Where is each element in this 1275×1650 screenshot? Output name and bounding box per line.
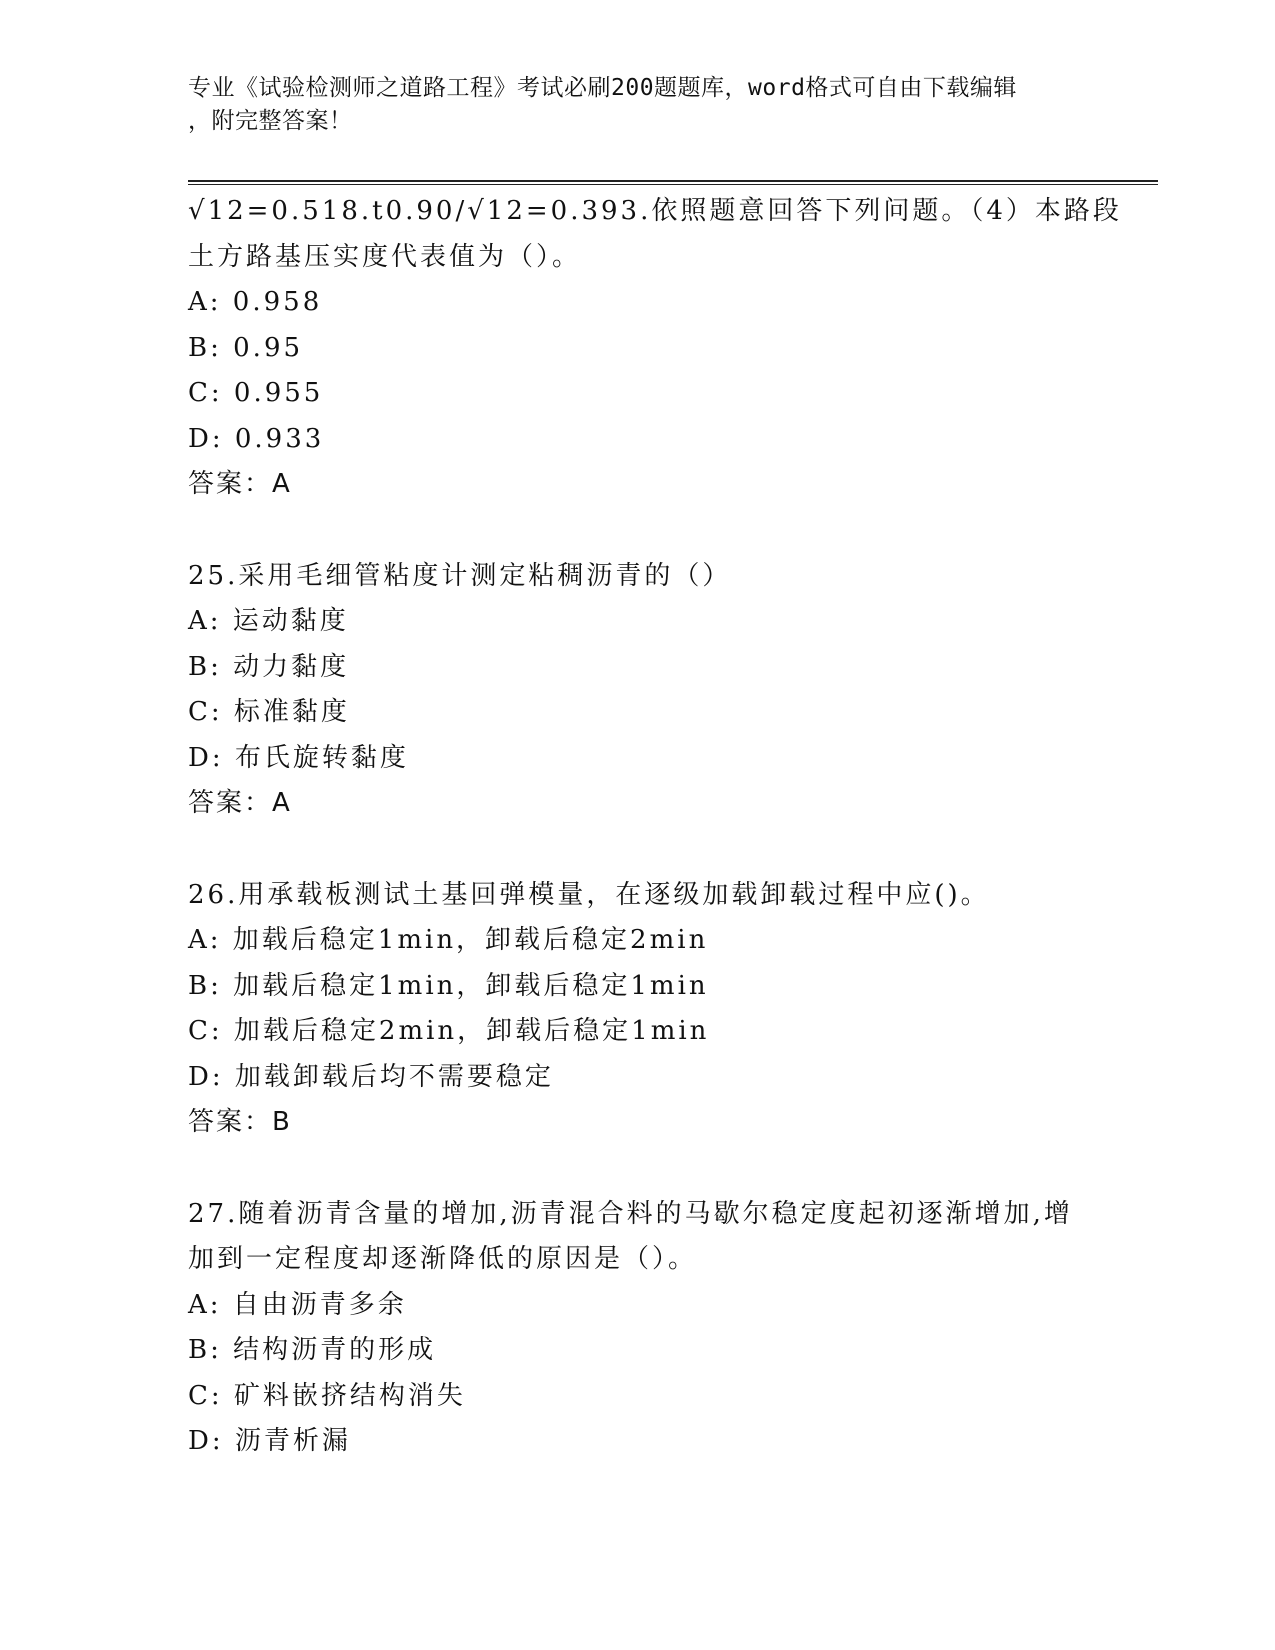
option-b: B: 0.95 [188, 332, 304, 363]
option-b: B: 动力黏度 [188, 651, 350, 682]
question-stem-line1: 27.随着沥青含量的增加,沥青混合料的马歇尔稳定度起初逐渐增加,增 [188, 1198, 1073, 1229]
option-a: A: 自由沥青多余 [188, 1289, 407, 1320]
option-c: C: 矿料嵌挤结构消失 [188, 1380, 466, 1411]
document-header [188, 72, 1068, 138]
option-d: D: 加载卸载后均不需要稳定 [188, 1061, 554, 1092]
option-b: B: 加载后稳定1min，卸载后稳定1min [188, 970, 709, 1001]
question-spacer [188, 508, 1088, 554]
option-c: C: 标准黏度 [188, 697, 350, 727]
answer-label: 答案：A [188, 469, 292, 499]
header-title-line2: ，附完整答案！ [188, 108, 353, 134]
question-27 [188, 1192, 1088, 1465]
question-25 [188, 554, 1088, 827]
answer-label: 答案：A [188, 788, 292, 818]
question-stem-line2: 加到一定程度却逐渐降低的原因是（）。 [188, 1244, 698, 1274]
question-list [188, 189, 1122, 1465]
answer-label: 答案：B [188, 1107, 292, 1137]
option-d: D: 0.933 [188, 423, 325, 454]
option-a: A: 加载后稳定1min，卸载后稳定2min [188, 925, 709, 955]
option-d: D: 布氏旋转黏度 [188, 742, 409, 773]
question-24 [188, 189, 1122, 508]
question-26 [188, 873, 1088, 1146]
header-divider-thick [188, 180, 1158, 182]
option-a: A: 运动黏度 [188, 606, 349, 636]
option-b: B: 结构沥青的形成 [188, 1335, 437, 1365]
question-spacer [188, 1146, 1088, 1192]
question-stem-line1: 25.采用毛细管粘度计测定粘稠沥青的（） [188, 560, 732, 591]
question-stem-line1: √12=0.518.t0.90/√12=0.393.依照题意回答下列问题。（4）本路段 [188, 196, 1122, 226]
option-c: C: 0.955 [188, 378, 324, 408]
option-d: D: 沥青析漏 [188, 1426, 351, 1456]
header-title-line1: 专业《试验检测师之道路工程》考试必刷200题题库，word格式可自由下载编辑 [188, 75, 1017, 101]
question-stem-line2: 土方路基压实度代表值为（）。 [188, 241, 582, 272]
option-c: C: 加载后稳定2min，卸载后稳定1min [188, 1016, 710, 1046]
header-divider-thin [188, 184, 1158, 185]
option-a: A: 0.958 [188, 287, 323, 317]
question-spacer [188, 827, 1088, 873]
question-stem-line1: 26.用承载板测试土基回弹模量，在逐级加载卸载过程中应()。 [188, 879, 990, 910]
